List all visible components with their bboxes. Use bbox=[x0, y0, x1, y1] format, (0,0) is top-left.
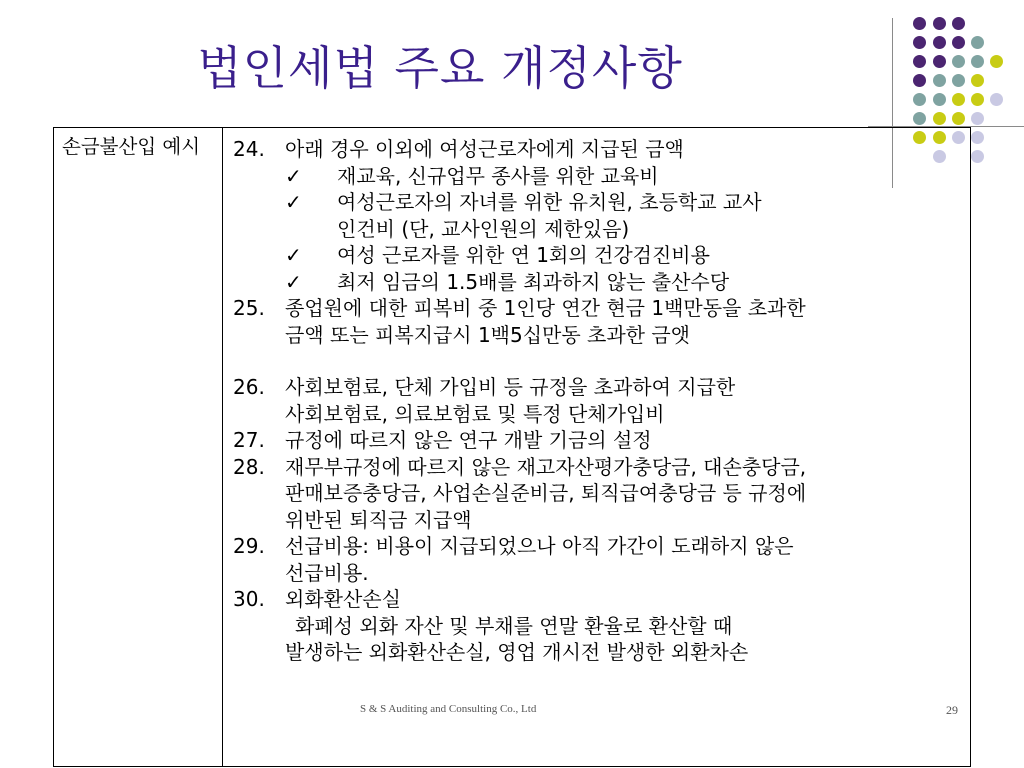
decor-dot bbox=[971, 36, 984, 49]
list-item bbox=[233, 295, 960, 322]
item-text-continued: 선급비용. bbox=[285, 560, 369, 585]
item-number: 27. bbox=[233, 428, 265, 452]
list-item bbox=[233, 586, 960, 613]
item-text-continued: 사회보험료, 의료보험료 및 특정 단체가입비 bbox=[285, 401, 665, 426]
label-cell: 손금불산입 예시 bbox=[54, 128, 223, 767]
item-text: 사회보험료, 단체 가입비 등 규정을 초과하여 지급한 bbox=[285, 375, 736, 399]
spacer bbox=[233, 348, 960, 374]
item-number: 26. bbox=[233, 375, 265, 399]
item-text-continued: 위반된 퇴직금 지급액 bbox=[285, 507, 472, 532]
list-item bbox=[233, 136, 960, 163]
item-text: 선급비용: 비용이 지급되었으나 아직 가간이 도래하지 않은 bbox=[285, 534, 794, 558]
item-text: 외화환산손실 bbox=[285, 587, 401, 611]
check-icon: ✓ bbox=[285, 163, 302, 188]
content-cell bbox=[223, 128, 971, 767]
list-item bbox=[233, 374, 960, 401]
decor-dot bbox=[913, 74, 926, 87]
item-number: 24. bbox=[233, 137, 265, 161]
decor-dot bbox=[971, 93, 984, 106]
check-icon: ✓ bbox=[285, 269, 302, 294]
check-text: 재교육, 신규업무 종사를 위한 교육비 bbox=[337, 163, 659, 188]
item-text: 규정에 따르지 않은 연구 개발 기금의 설정 bbox=[285, 428, 652, 452]
item-number: 28. bbox=[233, 454, 265, 479]
table-row bbox=[54, 128, 971, 767]
item-number: 29. bbox=[233, 534, 265, 558]
item-text-continued: 금액 또는 피복지급시 1백5십만동 초과한 금앳 bbox=[285, 322, 690, 347]
item-text: 아래 경우 이외에 여성근로자에게 지급된 금액 bbox=[285, 137, 684, 161]
decor-dot bbox=[971, 131, 984, 144]
decor-dot bbox=[971, 112, 984, 125]
decor-dot bbox=[913, 17, 926, 30]
check-icon: ✓ bbox=[285, 190, 302, 214]
decor-dot bbox=[913, 36, 926, 49]
page-number: 29 bbox=[946, 703, 958, 717]
check-text: 최저 임금의 1.5배를 최과하지 않는 출산수당 bbox=[337, 269, 730, 294]
item-text-continued: 발생하는 외화환산손실, 영업 개시전 발생한 외환차손 bbox=[285, 640, 749, 664]
list-item bbox=[233, 454, 960, 481]
item-text: 종업원에 대한 피복비 중 1인당 연간 현금 1백만동을 초과한 bbox=[285, 296, 806, 320]
check-text-continued: 인건비 (단, 교사인원의 제한있음) bbox=[337, 216, 630, 241]
decor-dot bbox=[933, 74, 946, 87]
check-text: 여성근로자의 자녀를 위한 유치원, 초등학교 교사 bbox=[337, 190, 762, 214]
decor-dot bbox=[933, 17, 946, 30]
check-item bbox=[285, 242, 960, 269]
item-text: 재무부규정에 따르지 않은 재고자산평가충당금, 대손충당금, bbox=[285, 454, 807, 479]
decor-dot bbox=[971, 74, 984, 87]
content-table bbox=[53, 127, 971, 767]
list-item bbox=[233, 533, 960, 560]
item-number: 25. bbox=[233, 296, 265, 320]
decor-dot bbox=[933, 112, 946, 125]
decor-dot bbox=[933, 55, 946, 68]
check-item bbox=[285, 189, 960, 216]
decor-dot bbox=[952, 112, 965, 125]
slide-title: 법인세법 주요 개정사항 bbox=[197, 41, 683, 95]
decor-dot bbox=[990, 55, 1003, 68]
decor-dot bbox=[952, 55, 965, 68]
item-text-continued: 판매보증충당금, 사업손실준비금, 퇴직급여충당금 등 규정에 bbox=[285, 481, 807, 505]
decor-dot bbox=[952, 74, 965, 87]
footer-text: S & S Auditing and Consulting Co., Ltd bbox=[360, 703, 537, 715]
check-item bbox=[285, 269, 960, 296]
item-number: 30. bbox=[233, 587, 265, 611]
list-item bbox=[233, 427, 960, 454]
check-item bbox=[285, 163, 960, 190]
check-icon: ✓ bbox=[285, 243, 302, 267]
decor-dot bbox=[971, 150, 984, 163]
decor-dot bbox=[952, 93, 965, 106]
decor-dot bbox=[990, 93, 1003, 106]
decor-dot bbox=[971, 55, 984, 68]
decor-dot bbox=[913, 93, 926, 106]
check-text: 여성 근로자를 위한 연 1회의 건강검진비용 bbox=[337, 243, 710, 267]
decor-dot bbox=[933, 36, 946, 49]
decor-dot bbox=[933, 93, 946, 106]
decor-dot bbox=[913, 55, 926, 68]
decor-dot bbox=[952, 17, 965, 30]
decor-dot bbox=[913, 112, 926, 125]
decor-dot bbox=[952, 36, 965, 49]
item-text-continued: 화폐성 외화 자산 및 부채를 연말 환율로 환산할 때 bbox=[295, 613, 733, 638]
